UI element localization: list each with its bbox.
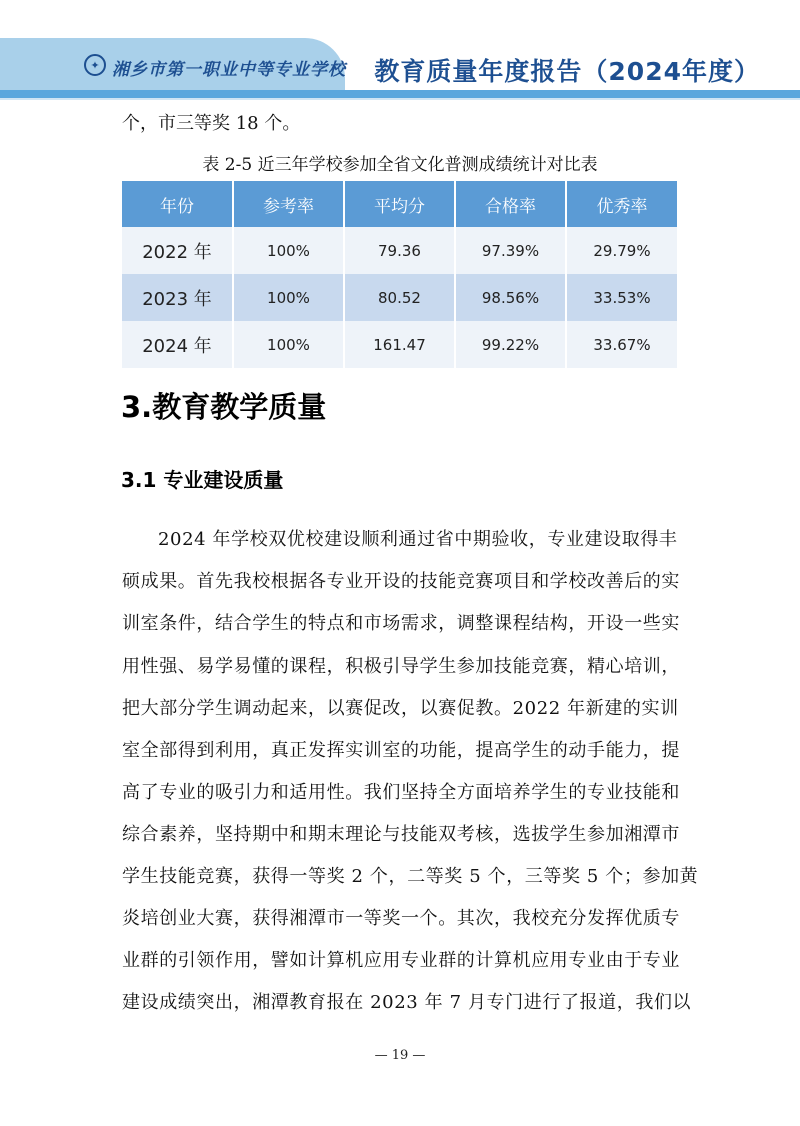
table-row (122, 227, 677, 274)
table-row (122, 321, 677, 368)
table-cell: 97.39% (455, 227, 566, 274)
paragraph-line: 室全部得到利用，真正发挥实训室的功能，提高学生的动手能力，提 (122, 740, 680, 761)
stats-table (122, 181, 677, 368)
paragraph-line: 建设成绩突出，湘潭教育报在 2023 年 7 月专门进行了报道，我们以 (122, 992, 692, 1013)
paragraph-line: 训室条件，结合学生的特点和市场需求，调整课程结构，开设一些实 (122, 613, 680, 634)
school-name: 湘乡市第一职业中等专业学校 (112, 60, 346, 80)
page-number: — 19 — (374, 1048, 426, 1063)
table-header-pass-rate: 合格率 (455, 181, 566, 227)
table-header-row (122, 181, 677, 227)
table-row (122, 274, 677, 321)
paragraph-line: 把大部分学生调动起来，以赛促改，以赛促教。2022 年新建的实训 (122, 698, 679, 719)
paragraph-line: 用性强、易学易懂的课程，积极引导学生参加技能竞赛，精心培训， (122, 656, 680, 677)
intro-line: 个，市三等奖 18 个。 (122, 113, 301, 134)
table-cell: 33.53% (566, 274, 677, 321)
table-cell: 80.52 (344, 274, 455, 321)
page-header (0, 0, 800, 100)
table-cell: 100% (233, 321, 344, 368)
table-cell: 33.67% (566, 321, 677, 368)
table-header-excellent-rate: 优秀率 (566, 181, 677, 227)
table-cell: 79.36 (344, 227, 455, 274)
subsection-heading: 3.1 专业建设质量 (121, 468, 284, 492)
table-header-year: 年份 (122, 181, 233, 227)
table-header-participation: 参考率 (233, 181, 344, 227)
table-cell: 2023 年 (122, 274, 233, 321)
header-stripe-light (0, 98, 800, 100)
table-cell: 100% (233, 227, 344, 274)
table-cell: 100% (233, 274, 344, 321)
paragraph-line: 综合素养，坚持期中和期末理论与技能双考核，选拔学生参加湘潭市 (122, 824, 680, 845)
section-heading: 3.教育教学质量 (121, 390, 327, 424)
table-cell: 99.22% (455, 321, 566, 368)
table-cell: 29.79% (566, 227, 677, 274)
school-emblem-icon: ✦ (84, 54, 106, 76)
header-stripe (0, 90, 800, 98)
table-header-average: 平均分 (344, 181, 455, 227)
report-title: 教育质量年度报告（2024年度） (374, 57, 760, 86)
table-caption: 表 2-5 近三年学校参加全省文化普测成绩统计对比表 (202, 155, 598, 175)
paragraph-line: 高了专业的吸引力和适用性。我们坚持全方面培养学生的专业技能和 (122, 782, 680, 803)
table-cell: 161.47 (344, 321, 455, 368)
paragraph-line: 学生技能竞赛，获得一等奖 2 个，二等奖 5 个，三等奖 5 个；参加黄 (122, 866, 699, 887)
paragraph-line: 硕成果。首先我校根据各专业开设的技能竞赛项目和学校改善后的实 (122, 571, 680, 592)
table-cell: 98.56% (455, 274, 566, 321)
paragraph-line: 业群的引领作用，譬如计算机应用专业群的计算机应用专业由于专业 (122, 950, 680, 971)
table-cell: 2022 年 (122, 227, 233, 274)
table-cell: 2024 年 (122, 321, 233, 368)
paragraph-line: 2024 年学校双优校建设顺利通过省中期验收，专业建设取得丰 (158, 529, 678, 550)
paragraph-line: 炎培创业大赛，获得湘潭市一等奖一个。其次，我校充分发挥优质专 (122, 908, 680, 929)
